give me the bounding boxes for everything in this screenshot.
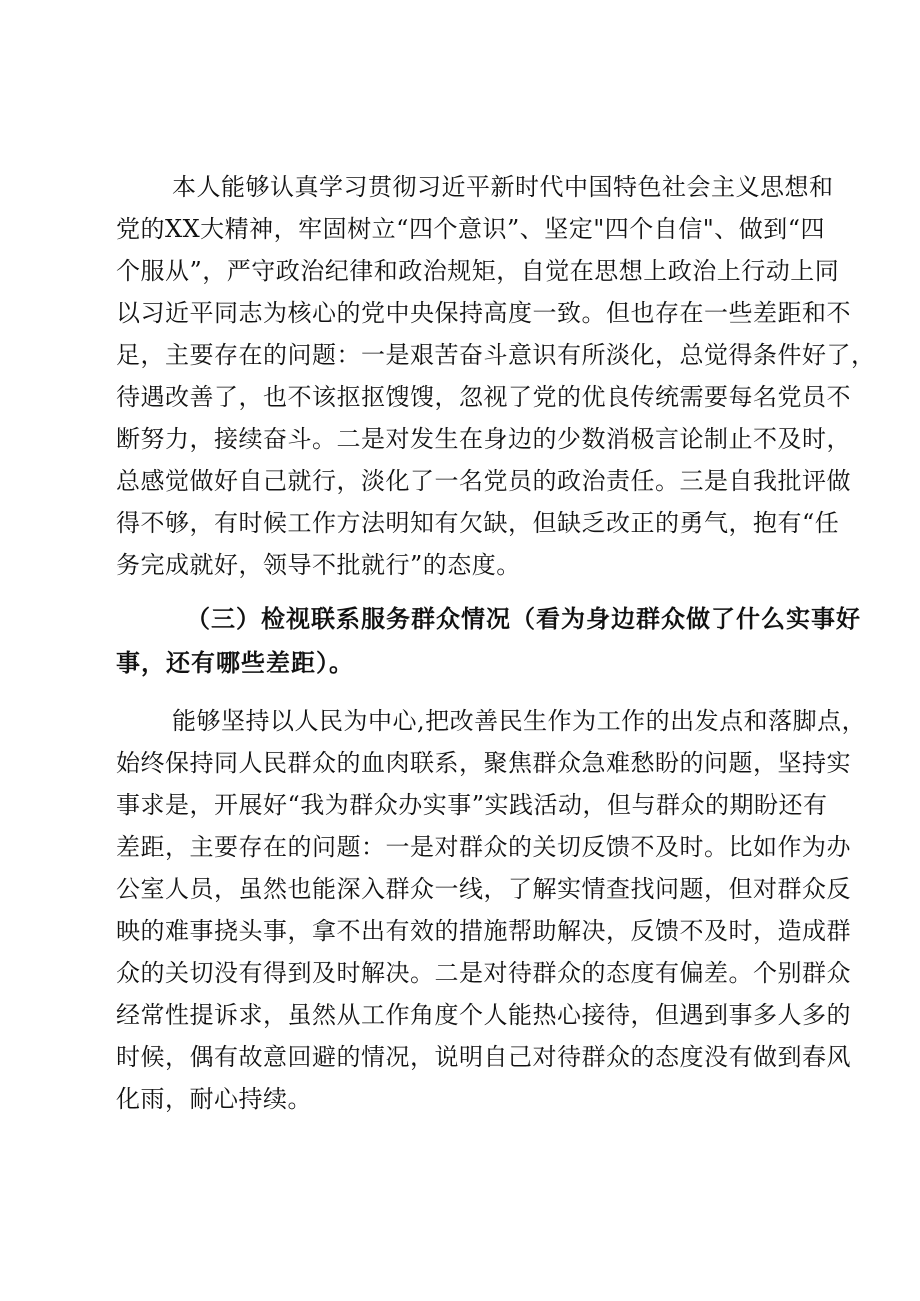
paragraph-2-line: 事求是，开展好“我为群众办实事”实践活动，但与群众的期盼还有 bbox=[116, 791, 828, 819]
paragraph-1-line: 断努力，接续奋斗。二是对发生在身边的少数消极言论制止不及时， bbox=[116, 425, 851, 453]
paragraph-2-line: 时候，偶有故意回避的情况，说明自己对待群众的态度没有做到春风 bbox=[116, 1043, 851, 1071]
paragraph-1-line: 务完成就好，领导不批就行”的态度。 bbox=[116, 551, 521, 579]
paragraph-2-line: 众的关切没有得到及时解决。二是对待群众的态度有偏差。个别群众 bbox=[116, 959, 851, 987]
paragraph-1-line: 本人能够认真学习贯彻习近平新时代中国特色社会主义思想和 bbox=[172, 173, 834, 201]
paragraph-1-line: 待遇改善了，也不该抠抠馊馊，忽视了党的优良传统需要每名党员不 bbox=[116, 383, 851, 411]
paragraph-2-line: 化雨，耐心持续。 bbox=[116, 1085, 312, 1113]
section-heading-line: （三）检视联系服务群众情况（看为身边群众做了什么实事好 bbox=[186, 604, 861, 633]
paragraph-1-line: 得不够，有时候工作方法明知有欠缺，但缺乏改正的勇气，抱有“任 bbox=[116, 509, 840, 537]
paragraph-1-line: 足，主要存在的问题：一是艰苦奋斗意识有所淡化，总觉得条件好了， bbox=[116, 341, 876, 369]
paragraph-1-line: 个服从”，严守政治纪律和政治规矩，自觉在思想上政治上行动上同 bbox=[116, 257, 840, 285]
section-heading-line: 事，还有哪些差距）。 bbox=[116, 648, 354, 677]
paragraph-2-line: 差距，主要存在的问题：一是对群众的关切反馈不及时。比如作为办 bbox=[116, 833, 851, 861]
paragraph-2-line: 映的难事挠头事，拿不出有效的措施帮助解决，反馈不及时，造成群 bbox=[116, 917, 851, 945]
paragraph-1-line: 以习近平同志为核心的党中央保持高度一致。但也存在一些差距和不 bbox=[116, 299, 851, 327]
paragraph-2-line: 始终保持同人民群众的血肉联系，聚焦群众急难愁盼的问题，坚持实 bbox=[116, 749, 851, 777]
paragraph-2-line: 能够坚持以人民为中心,把改善民生作为工作的出发点和落脚点， bbox=[172, 707, 867, 735]
paragraph-2-line: 经常性提诉求，虽然从工作角度个人能热心接待，但遇到事多人多的 bbox=[116, 1001, 851, 1029]
paragraph-1-line: 党的XX大精神，牢固树立“四个意识”、坚定"四个自信"、做到“四 bbox=[116, 215, 826, 243]
paragraph-2-line: 公室人员，虽然也能深入群众一线，了解实情查找问题，但对群众反 bbox=[116, 875, 851, 903]
paragraph-1-line: 总感觉做好自己就行，淡化了一名党员的政治责任。三是自我批评做 bbox=[116, 467, 851, 495]
